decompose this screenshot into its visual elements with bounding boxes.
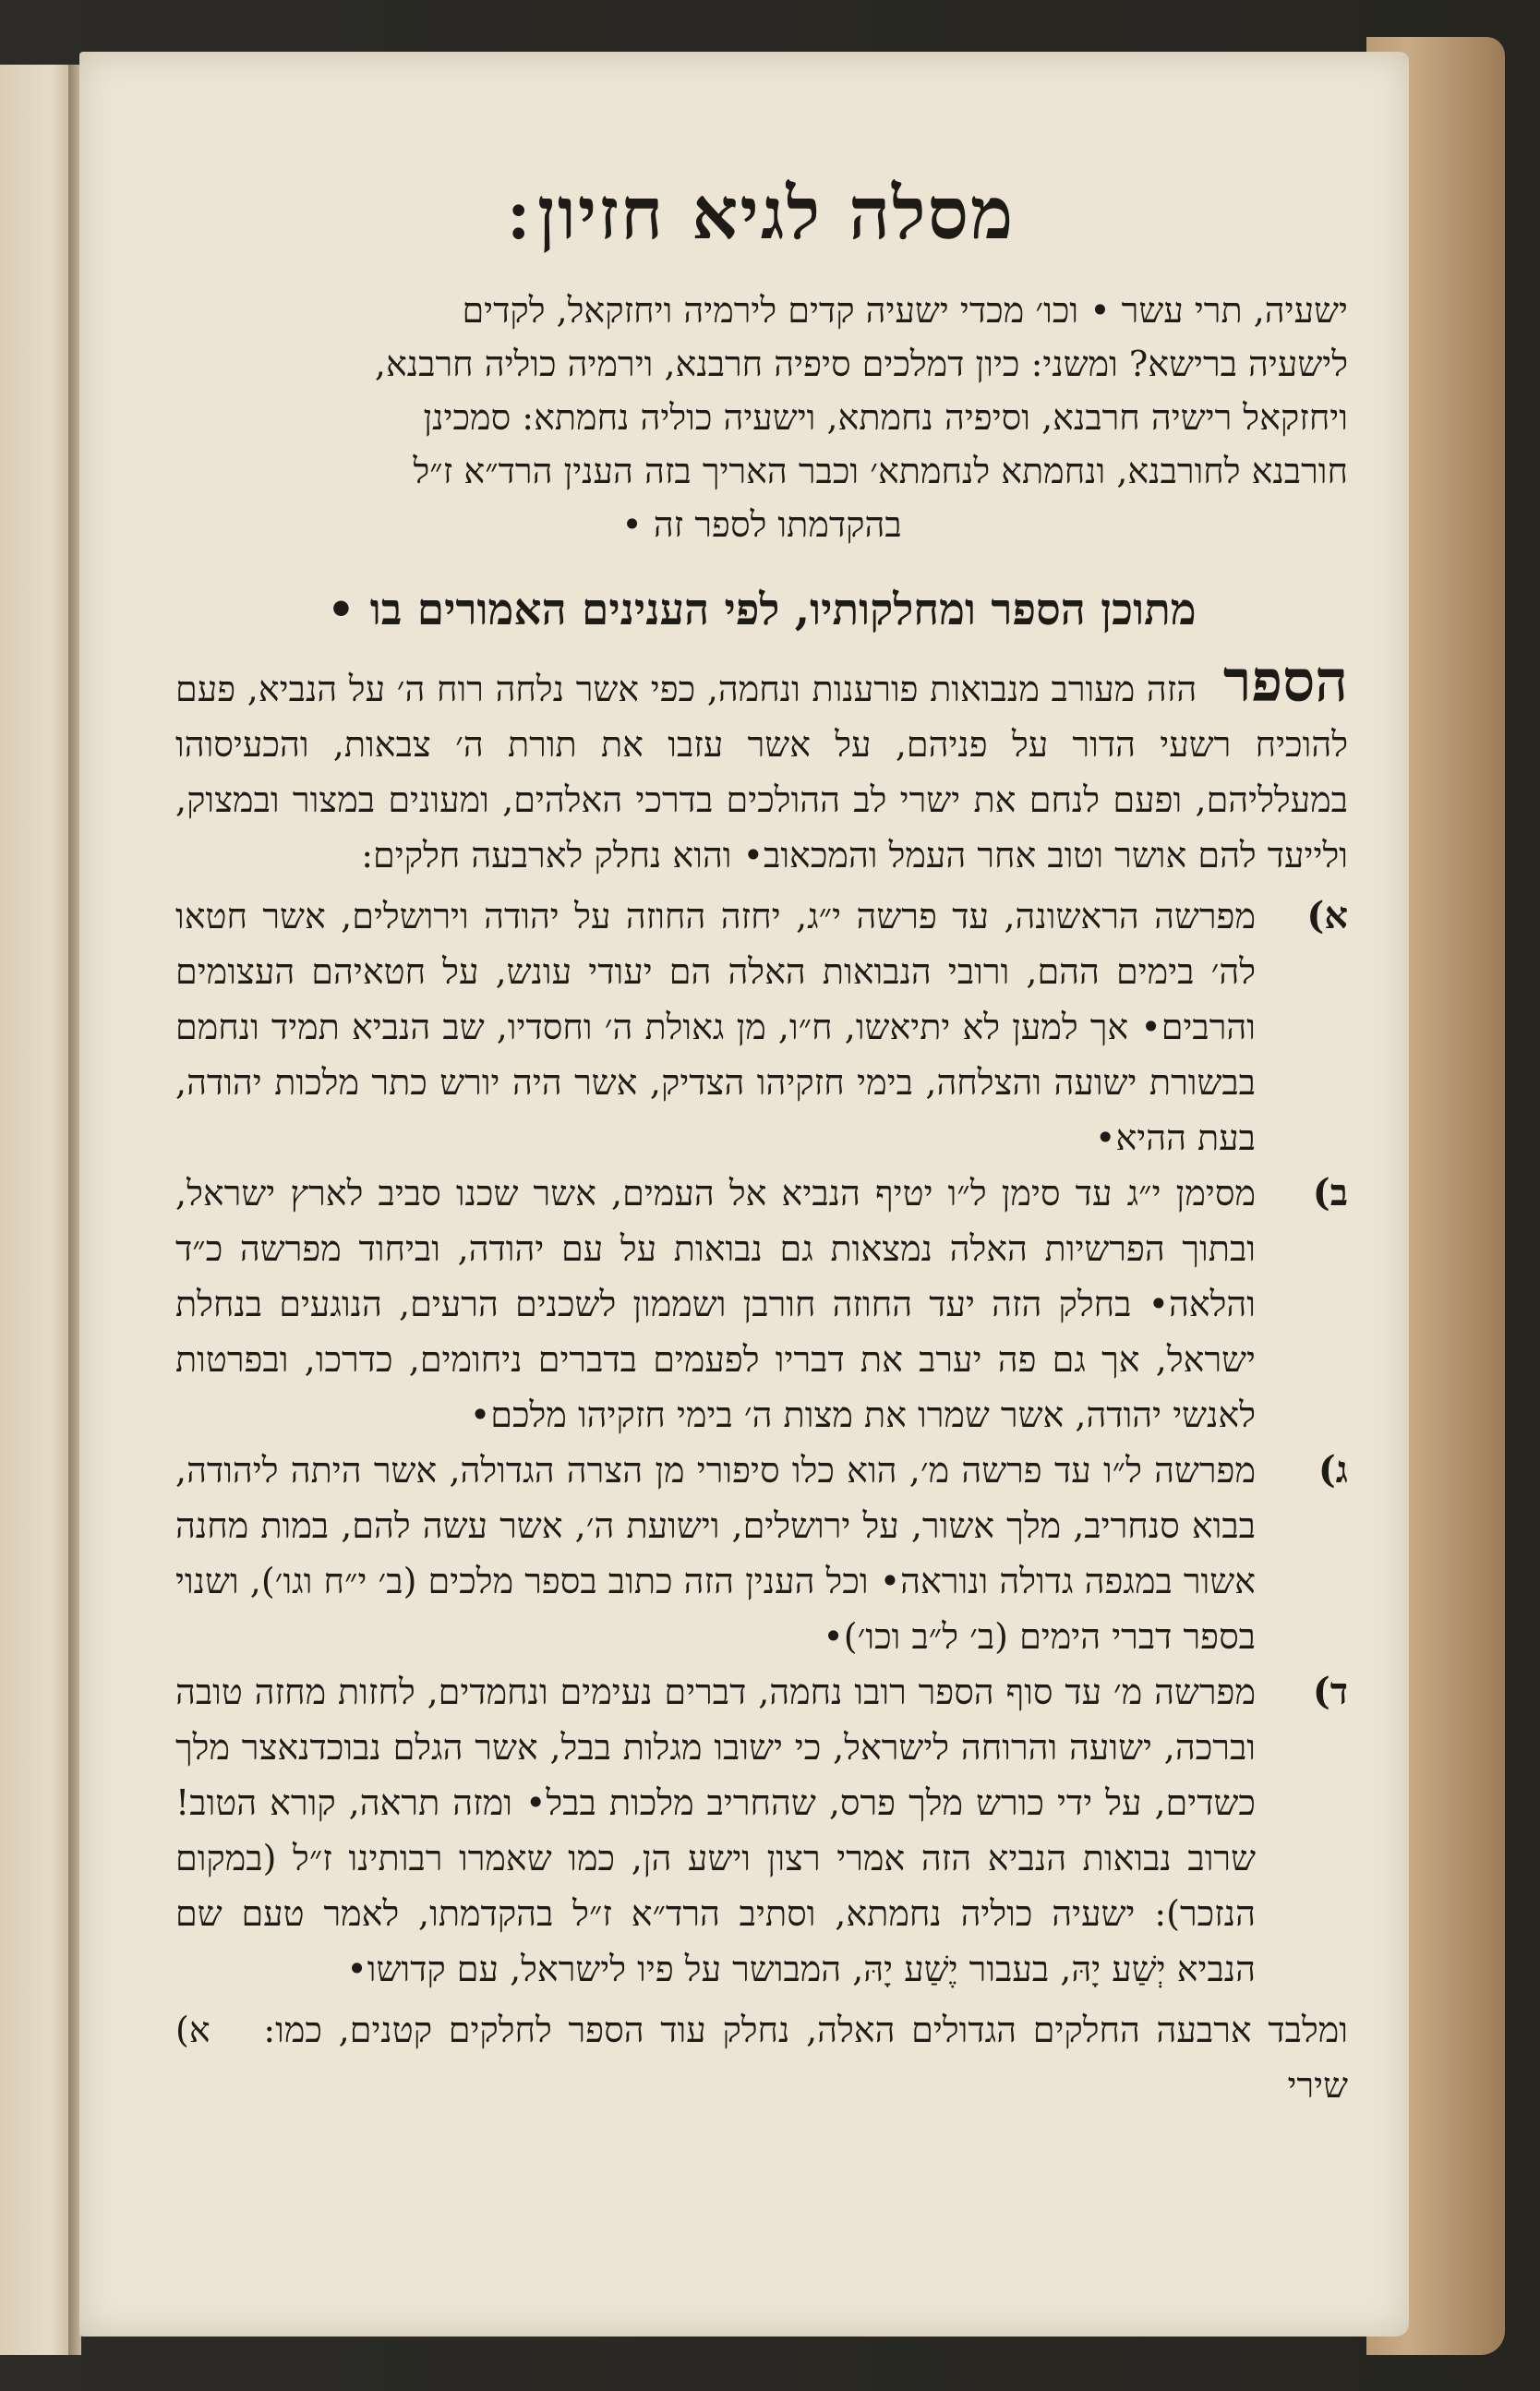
closing-paragraph <box>175 2002 1348 2113</box>
page-text <box>175 172 1348 2204</box>
section-item <box>175 1443 1348 1664</box>
section-text: מסימן י״ג עד סימן ל״ו יטיף הנביא אל העמים, אשר שכנו סביב לארץ ישראל, ובתוך הפרשיות האלה נמצאות גם נבואות על עם יהודה, וביחוד מפרשה כ״ד והלאה• בחלק הזה יעד החוזה חורבן ושממון לשכנים הרעים, הנוגעים בנחלת ישראל, אך גם פה יערב את דבריו לפעמים בדברים ניחומים, כדרכו, ובפרטות לאנשי יהודה, אשר שמרו את מצות ה׳ בימי חזקיהו מלכם• <box>175 1173 1256 1435</box>
opening-lead-word: הספר <box>1222 647 1348 715</box>
closing-example: א) שירי <box>175 2010 1348 2106</box>
opening-text: הזה מעורב מנבואות פורענות ונחמה, כפי אשר נלחה רוח ה׳ על הנביא, פעם להוכיח רשעי הדור על פניהם, על אשר עזבו את תורת ה׳ צבאות, והכעיסוהו במעלליהם, ופעם לנחם את ישרי לב ההולכים בדרכי האלהים, ומעונים במצור ובמצוק, ולייעד להם אושר וטוב אחר העמל והמכאוב• והוא נחלק לארבעה חלקים: <box>175 669 1348 875</box>
intro-line: בהקדמתו לספר זה • <box>621 504 902 545</box>
section-marker: ג) <box>1317 1448 1348 1491</box>
section-item <box>175 888 1348 1165</box>
section-item <box>175 1165 1348 1443</box>
closing-text: ומלבד ארבעה החלקים הגדולים האלה, נחלק עוד הספר לחלקים קטנים, כמו: <box>263 2010 1348 2050</box>
intro-paragraph <box>175 284 1348 551</box>
section-marker: ד) <box>1312 1670 1348 1713</box>
section-heading: מתוכן הספר ומחלקותיו, לפי הענינים האמורים בו • <box>327 585 1197 635</box>
section-marker: ב) <box>1312 1171 1348 1214</box>
section-text: מפרשה מ׳ עד סוף הספר רובו נחמה, דברים נעימים ונחמדים, לחזות מחזה טובה וברכה, ישועה והרוחה לישראל, כי ישובו מגלות בבל, אשר הגלם נבוכדנאצר מלך כשדים, על ידי כורש מלך פרס, שהחריב מלכות בבל• ומזה תראה, קורא הטוב! שרוב נבואות הנביא הזה אמרי רצון וישע הן, כמו שאמרו רבותינו ז״ל (במקום הנזכר): ישעיה כוליה נחמתא, וסתיב הרד״א ז״ל בהקדמתו, לאמר טעם שם הנביא יְשַׁע יָהּ, בעבור יֶשַׁע יָהּ, המבושר על פיו לישראל, עם קדושו• <box>175 1672 1256 1989</box>
intro-line: ישעיה, תרי עשר • וכו׳ מכדי ישעיה קדים לירמיה ויחזקאל, לקדים <box>462 290 1348 331</box>
intro-line: לישעיה ברישא? ומשני: כיון דמלכים סיפיה חרבנא, וירמיה כוליה חרבנא, <box>374 344 1348 384</box>
left-page-edge <box>0 65 72 2355</box>
section-marker: א) <box>1306 894 1348 937</box>
page-title: מסלה לגיא חזיון ׃ <box>508 172 1016 256</box>
section-text: מפרשה הראשונה, עד פרשה י״ג, יחזה החוזה על יהודה וירושלים, אשר חטאו לה׳ בימים ההם, ורובי הנבואות האלה הם יעודי עונש, על חטאיהם העצומים והרבים• אך למען לא יתיאשו, ח״ו, מן גאולת ה׳ וחסדיו, שב הנביא תמיד ונחמם בבשורת ישועה והצלחה, בימי חזקיהו הצדיק, אשר היה יורש כתר מלכות יהודה, בעת ההיא• <box>175 896 1256 1158</box>
book-page <box>79 52 1409 2337</box>
section-text: מפרשה ל״ו עד פרשה מ׳, הוא כלו סיפורי מן הצרה הגדולה, אשר היתה ליהודה, בבוא סנחריב, מלך אשור, על ירושלים, וישועת ה׳, אשר עשה להם, במות מחנה אשור במגפה גדולה ונוראה• וכל הענין הזה כתוב בספר מלכים (ב׳ י״ח וגו׳), ושנוי בספר דברי הימים (ב׳ ל״ב וכו׳)• <box>175 1450 1256 1657</box>
section-list <box>175 888 1348 1997</box>
intro-line: ויחזקאל רישיה חרבנא, וסיפיה נחמתא, וישעיה כוליה נחמתא: סמכינן <box>423 397 1348 438</box>
intro-line: חורבנא לחורבנא, ונחמתא לנחמתא׳ וכבר האריך בזה הענין הרד״א ז״ל <box>413 451 1348 491</box>
section-item <box>175 1664 1348 1997</box>
opening-paragraph <box>175 647 1348 883</box>
